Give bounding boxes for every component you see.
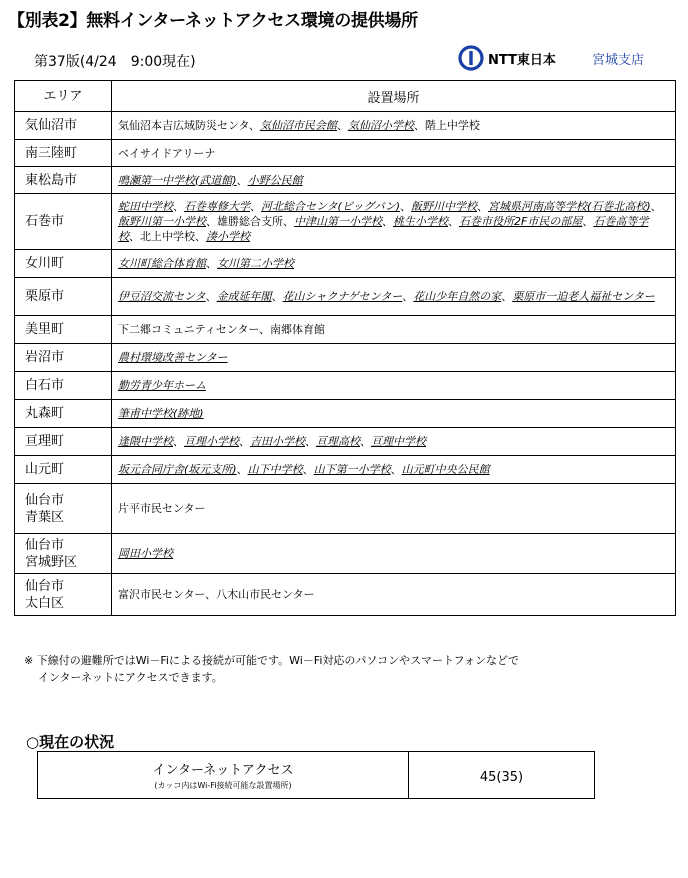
wifi-place-name: 気仙沼小学校 (347, 119, 414, 132)
area-name: 白石市 (25, 378, 65, 393)
place-name: 、 (205, 290, 217, 303)
place-cell (112, 112, 676, 140)
status-row (38, 752, 595, 799)
area-cell (15, 534, 112, 574)
wifi-place-name: 坂元合同庁舎(坂元支所) (118, 463, 237, 476)
place-cell (112, 484, 676, 534)
note-line-1: ※ 下線付の避難所ではWi－Fiによる接続が可能です。Wi－Fi対応のパソコンやスマートフォンなどで (24, 654, 520, 667)
place-name: 、 (302, 463, 314, 476)
place-name: 片平市民センター (118, 502, 206, 515)
place-name: 、北上中学校、 (129, 230, 206, 243)
wifi-place-name: 岡田小学校 (118, 547, 173, 560)
area-name: 山元町 (25, 462, 65, 477)
ntt-logo (458, 44, 556, 72)
table-row (15, 140, 676, 167)
wifi-place-name: 勤労青少年ホーム (118, 379, 206, 392)
table-row (15, 456, 676, 484)
area-cell (15, 428, 112, 456)
wifi-place-name: 花山シャクナゲセンター (282, 290, 403, 303)
place-name: 、 (360, 435, 371, 448)
wifi-place-name: 小野公民館 (247, 173, 303, 187)
place-cell (112, 372, 676, 400)
wifi-place-name: 桃生小学校 (393, 215, 448, 228)
wifi-place-name: 亘理中学校 (371, 435, 426, 448)
area-cell (15, 316, 112, 344)
area-cell (15, 574, 112, 616)
place-name: 、雄勝総合支所、 (206, 215, 294, 228)
area-name: 青葉区 (25, 509, 65, 525)
wifi-place-name: 亘理小学校 (184, 435, 239, 448)
place-cell (112, 140, 676, 167)
page-title: 【別表2】無料インターネットアクセス環境の提供場所 (8, 11, 418, 31)
place-name: 、 (448, 215, 459, 228)
place-name: 、 (650, 200, 662, 213)
place-cell (112, 534, 676, 574)
place-name: 、 (400, 200, 412, 213)
edition-date: 第37版(4/24 9:00現在) (34, 54, 196, 70)
area-cell (15, 278, 112, 316)
place-name: 、 (206, 257, 217, 270)
wifi-place-name: 蛇田中学校 (118, 200, 173, 213)
place-cell (112, 344, 676, 372)
place-name: 、 (236, 173, 248, 187)
wifi-place-name: 山元町中央公民館 (401, 463, 490, 476)
table-row (15, 194, 676, 250)
status-table (37, 751, 595, 799)
place-cell (112, 400, 676, 428)
area-cell (15, 194, 112, 250)
wifi-place-name: 逢隈中学校 (118, 435, 173, 448)
place-cell (112, 574, 676, 616)
place-name: 、 (477, 200, 489, 213)
place-cell (112, 194, 676, 250)
wifi-place-name: 石巻専修大学 (184, 200, 250, 213)
table-row (15, 167, 676, 194)
place-cell (112, 428, 676, 456)
place-cell (112, 456, 676, 484)
place-cell (112, 278, 676, 316)
area-name: 気仙沼市 (25, 118, 78, 133)
place-name: ベイサイドアリーナ (118, 146, 216, 160)
place-name: 、 (336, 119, 348, 132)
status-label: インターネットアクセス (152, 763, 294, 778)
place-cell (112, 250, 676, 278)
wifi-place-name: 湊小学校 (206, 230, 250, 243)
place-name: 、 (382, 215, 393, 228)
area-name: 美里町 (25, 322, 65, 337)
place-name: 、 (271, 290, 283, 303)
branch-name: 宮城支店 (592, 53, 645, 68)
note-line-2: インターネットにアクセスできます。 (38, 671, 223, 684)
area-cell (15, 372, 112, 400)
table-row (15, 250, 676, 278)
place-name: 、 (582, 215, 594, 228)
place-name: 、 (173, 435, 184, 448)
place-cell (112, 167, 676, 194)
logo-text: NTT東日本 (488, 52, 556, 68)
area-name: 石巻市 (25, 214, 65, 229)
place-name: 、 (390, 463, 402, 476)
area-name: 東松島市 (25, 172, 78, 188)
place-cell (112, 316, 676, 344)
wifi-place-name: 石巻高等学校 (118, 215, 649, 243)
table-row (15, 372, 676, 400)
place-name: 、 (501, 290, 513, 303)
wifi-place-name: 女川町総合体育館 (118, 257, 206, 270)
area-cell (15, 344, 112, 372)
area-name: 太白区 (25, 595, 65, 611)
area-name: 仙台市 (25, 492, 65, 508)
area-name: 南三陸町 (25, 145, 78, 161)
place-name: 、階上中学校 (413, 119, 480, 132)
area-name: 宮城野区 (25, 554, 78, 570)
wifi-place-name: 栗原市一迫老人福祉センター (512, 290, 655, 303)
place-name: 下二郷コミュニティセンター、南郷体育館 (118, 323, 326, 336)
area-cell (15, 484, 112, 534)
wifi-place-name: 女川第二小学校 (217, 257, 294, 270)
wifi-place-name: 飯野川中学校 (411, 200, 478, 213)
wifi-place-name: 亘理高校 (316, 435, 360, 448)
area-name: 亘理町 (25, 434, 65, 449)
table-row (15, 534, 676, 574)
wifi-place-name: 農村環境改善センター (118, 351, 228, 364)
place-name: 気仙沼本吉広域防災センタ、 (118, 119, 260, 132)
area-cell (15, 140, 112, 167)
place-name: 、 (250, 200, 261, 213)
location-table (14, 80, 676, 616)
wifi-place-name: 金成延年閣 (216, 290, 272, 303)
wifi-place-name: 宮城県河南高等学校(石巻北高校) (488, 200, 651, 213)
place-name: 富沢市民センター、八木山市民センター (118, 588, 315, 601)
area-cell (15, 167, 112, 194)
table-row (15, 484, 676, 534)
status-value-cell (409, 752, 595, 799)
area-name: 岩沼市 (25, 350, 65, 365)
status-title: ○現在の状況 (26, 733, 115, 751)
area-name: 女川町 (25, 256, 65, 271)
area-cell (15, 112, 112, 140)
area-cell (15, 456, 112, 484)
wifi-place-name: 山下中学校 (247, 463, 303, 476)
area-name: 栗原市 (25, 289, 65, 304)
table-row (15, 400, 676, 428)
table-row (15, 428, 676, 456)
status-value: 45(35) (479, 769, 524, 785)
table-header-row (15, 81, 676, 112)
wifi-place-name: 山下第一小学校 (313, 463, 391, 476)
ntt-logo-icon (458, 45, 484, 71)
wifi-place-name: 河北総合センタ(ビッグバン) (261, 200, 401, 213)
wifi-place-name: 石巻市役所2F市民の部屋 (459, 215, 583, 228)
table-row (15, 574, 676, 616)
wifi-place-name: 鳴瀬第一中学校(武道館) (118, 173, 237, 187)
area-cell (15, 250, 112, 278)
wifi-place-name: 花山少年自然の家 (413, 290, 502, 303)
wifi-place-name: 気仙沼市民会館 (259, 119, 337, 132)
place-name: 、 (239, 435, 250, 448)
place-name: 、 (173, 200, 184, 213)
wifi-place-name: 伊豆沼交流センタ (118, 290, 206, 303)
column-header-place: 設置場所 (112, 81, 676, 112)
area-name: 仙台市 (25, 578, 65, 594)
status-sublabel: (カッコ内はWi-Fi接続可能な設置場所) (154, 781, 292, 790)
table-row (15, 316, 676, 344)
column-header-area: エリア (15, 81, 112, 112)
area-cell (15, 400, 112, 428)
area-name: 仙台市 (25, 537, 65, 553)
status-label-cell (38, 752, 409, 799)
wifi-place-name: 筆甫中学校(跡地) (118, 407, 204, 420)
place-name: 、 (305, 435, 316, 448)
area-name: 丸森町 (25, 406, 65, 421)
place-name: 、 (236, 463, 248, 476)
table-row (15, 112, 676, 140)
wifi-place-name: 吉田小学校 (250, 435, 305, 448)
place-name: 、 (402, 290, 414, 303)
wifi-place-name: 中津山第一小学校 (294, 215, 382, 228)
table-row (15, 344, 676, 372)
wifi-place-name: 飯野川第一小学校 (118, 215, 206, 228)
table-row (15, 278, 676, 316)
